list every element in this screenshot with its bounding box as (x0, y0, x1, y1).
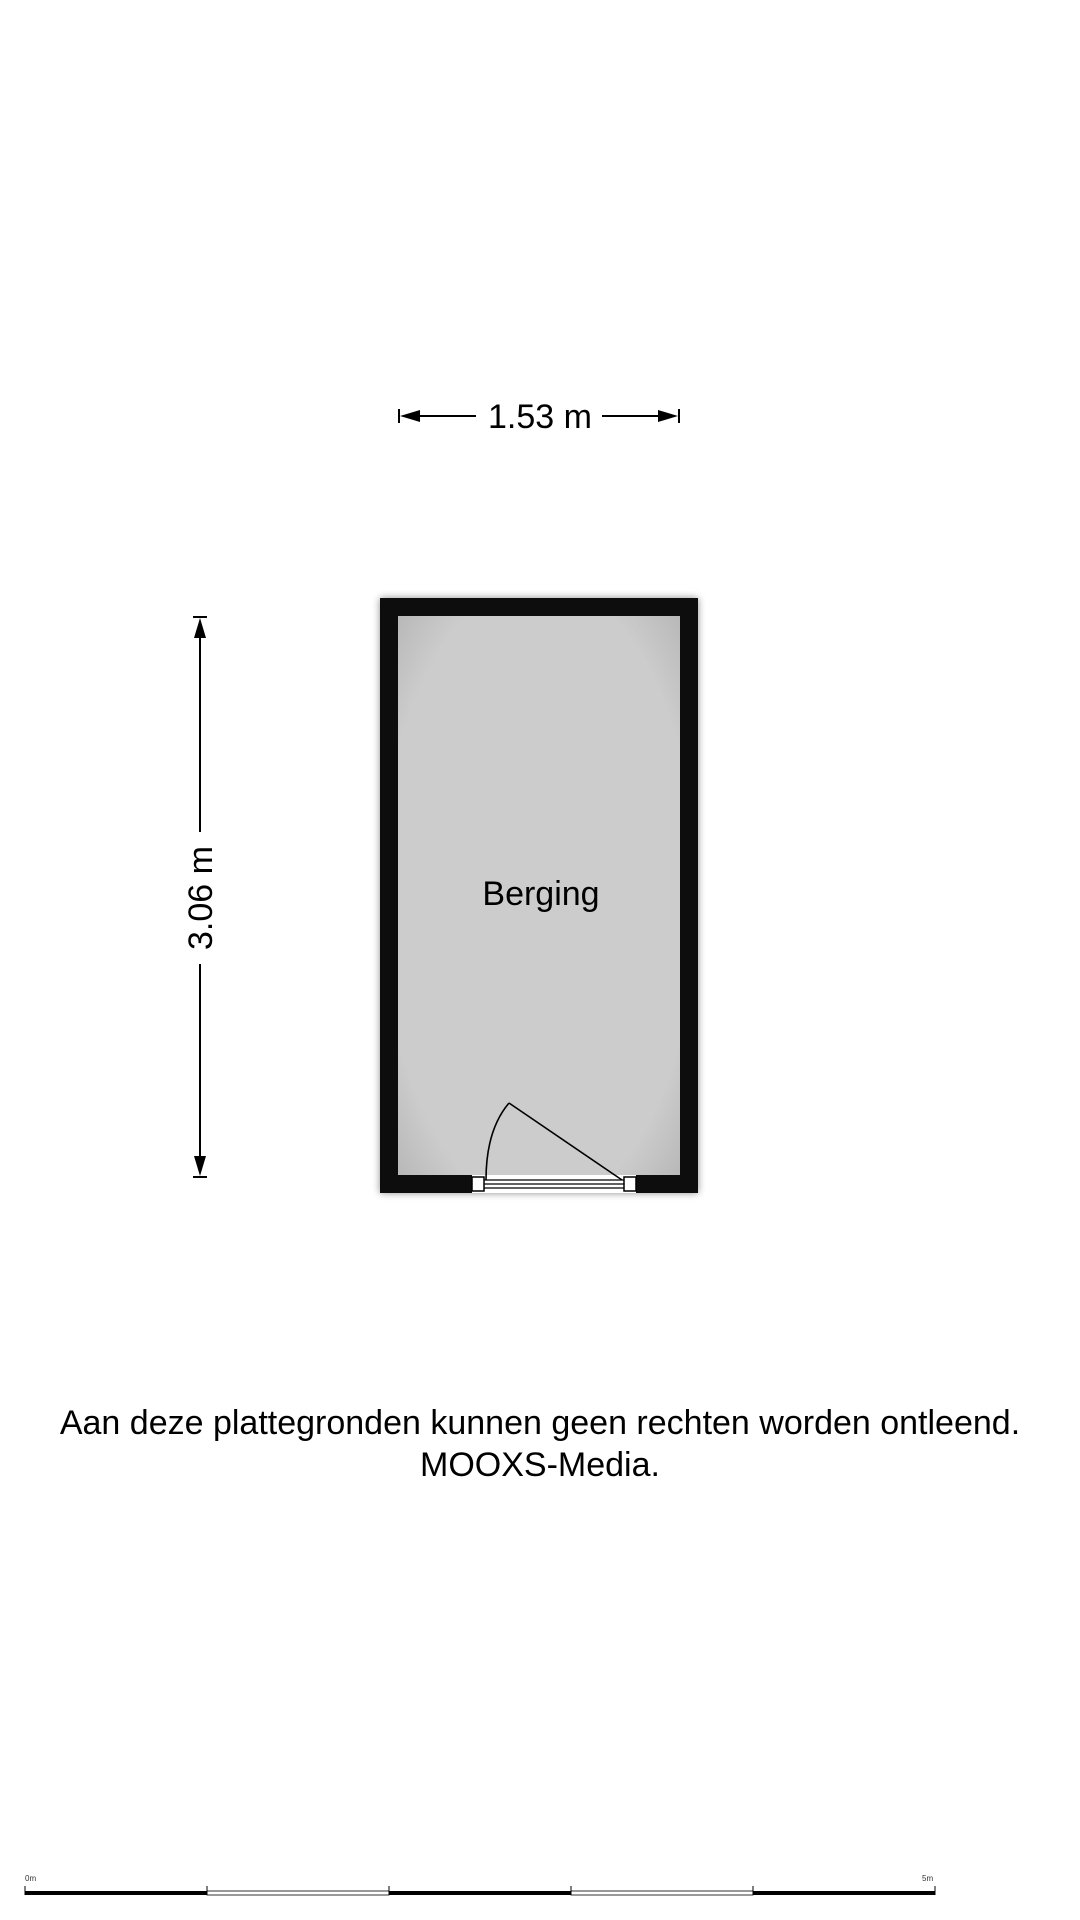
scale-bar-start-label: 0m (25, 1874, 37, 1883)
height-dimension-arrow-bottom (194, 1156, 206, 1176)
width-dimension-label: 1.53 m (488, 398, 592, 436)
scale-bar-end-label: 5m (922, 1874, 934, 1883)
width-dimension-arrow-left (400, 410, 420, 422)
scale-bar-segment-5 (753, 1891, 935, 1895)
scale-bar (25, 1874, 935, 1895)
scale-bar-segment-2 (207, 1891, 389, 1895)
room-berging (380, 598, 698, 1193)
room-label: Berging (482, 875, 600, 913)
door-jamb-left (472, 1177, 484, 1191)
height-dimension (182, 617, 220, 1177)
scale-bar-segment-3 (389, 1891, 571, 1895)
scale-bar-segment-4 (571, 1891, 753, 1895)
door-jamb-right (624, 1177, 636, 1191)
height-dimension-arrow-top (194, 618, 206, 638)
credit-text: MOOXS-Media. (420, 1446, 660, 1484)
width-dimension (399, 398, 679, 436)
height-dimension-label: 3.06 m (182, 846, 220, 950)
width-dimension-arrow-right (658, 410, 678, 422)
scale-bar-segment-1 (25, 1891, 207, 1895)
disclaimer-text: Aan deze plattegronden kunnen geen rechten worden ontleend. (59, 1404, 1021, 1442)
